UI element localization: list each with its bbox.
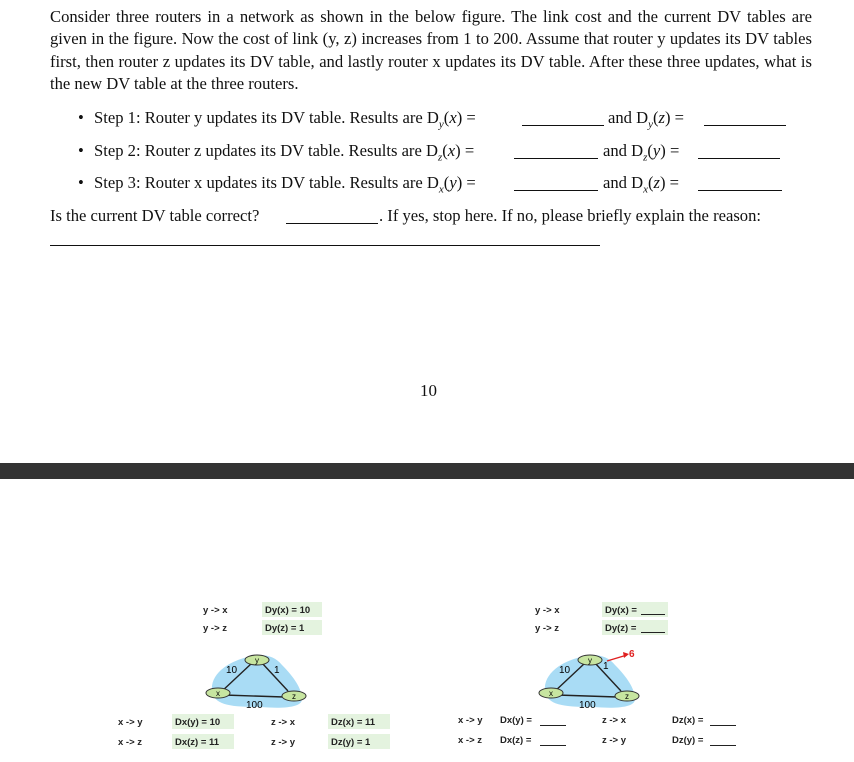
page-divider <box>0 463 854 479</box>
new-cost-label: 6 <box>629 649 635 660</box>
right-x-blank-2[interactable] <box>540 745 566 746</box>
cost-xy-label: 10 <box>559 665 571 676</box>
left-x-row-1: x -> y <box>118 717 143 728</box>
right-z-val-1: Dz(x) = <box>672 715 704 726</box>
left-y-val-1: Dy(x) = 10 <box>265 605 311 616</box>
right-z-row-1: z -> x <box>602 715 627 726</box>
right-x-row-1: x -> y <box>458 715 483 726</box>
left-z-val-1: Dz(x) = 11 <box>331 717 376 728</box>
left-x-row-2: x -> z <box>118 737 143 748</box>
left-y-row-1: y -> x <box>203 605 228 616</box>
bullet: • <box>78 108 84 127</box>
cost-yz-label: 1 <box>274 665 280 676</box>
step-2-label: Step 2: Router z updates its DV table. Results are D <box>94 141 438 160</box>
right-y-row-1: y -> x <box>535 605 560 616</box>
step-2-blank-1[interactable] <box>514 158 598 159</box>
step-1-blank-2[interactable] <box>704 125 786 126</box>
bullet: • <box>78 141 84 160</box>
node-x-label: x <box>216 689 220 698</box>
step-3-label: Step 3: Router x updates its DV table. Results are D <box>94 173 439 192</box>
document-page: Consider three routers in a network as shown in the below figure. The link cost and the current DV tables are given in the figure. Now the cost of link (y, z) increases from 1 to 200. Assume that router y updates its DV tables first, then router z updates its DV table, and lastly router x updates its DV table. After these three updates, what is the new DV table at the three routers. • Step 1: Router y updates its DV table. Results are $D_y(x)$ = and $D_y(z)$ = • Step 2: Router z updates its DV table. Results are $D_z(x)$ = and $D_z(y)$ = • Step 3: Router x updates its DV table. Results are $D_x(y)$ = and $D_x(z)$ = Is the current DV table correct? . If yes, stop here. If no, please briefly explain the reason: 10 <box>0 0 854 462</box>
step-1-blank-1[interactable] <box>522 125 604 126</box>
node-z-label: z <box>292 692 296 701</box>
cost-xz-label: 100 <box>246 700 263 711</box>
right-y-blank-1[interactable] <box>641 614 665 615</box>
left-y-row-2: y -> z <box>203 623 228 634</box>
cost-xz-label: 100 <box>579 700 596 711</box>
step-1-second: and $D_y(z)$ = <box>608 108 685 131</box>
right-z-blank-1[interactable] <box>710 725 736 726</box>
step-2-second: and $D_z(y)$ = <box>603 141 680 164</box>
node-y-label: y <box>588 656 592 665</box>
question-explain-text: . If yes, stop here. If no, please briefly explain the reason: <box>379 206 761 225</box>
step-3-blank-1[interactable] <box>514 190 598 191</box>
lecture-slide-figure <box>0 479 854 762</box>
question-correct-text: Is the current DV table correct? <box>50 206 260 225</box>
node-x-label: x <box>549 689 553 698</box>
right-y-val-2: Dy(z) = <box>605 623 637 634</box>
left-z-row-1: z -> x <box>271 717 296 728</box>
right-x-blank-1[interactable] <box>540 725 566 726</box>
left-z-val-2: Dz(y) = 1 <box>331 737 371 748</box>
left-z-row-2: z -> y <box>271 737 296 748</box>
step-2-blank-2[interactable] <box>698 158 780 159</box>
right-x-val-1: Dx(y) = <box>500 715 532 726</box>
question-paragraph: Consider three routers in a network as shown in the below figure. The link cost and the current DV tables are given in the figure. Now the cost of link (y, z) increases from 1 to 200. Assume that router y updates its DV tables first, then router z updates its DV table, and lastly router x updates its DV table. After these three updates, what is the new DV table at the three routers. <box>50 7 812 93</box>
node-y-label: y <box>255 656 259 665</box>
page-number: 10 <box>420 381 437 400</box>
step-3-second: and $D_x(z)$ = <box>603 173 680 196</box>
correct-answer-blank[interactable] <box>286 223 378 224</box>
right-network-diagram <box>523 645 663 711</box>
left-x-val-2: Dx(z) = 11 <box>175 737 220 748</box>
right-y-row-2: y -> z <box>535 623 560 634</box>
cost-xy-label: 10 <box>226 665 238 676</box>
right-x-row-2: x -> z <box>458 735 483 746</box>
right-z-blank-2[interactable] <box>710 745 736 746</box>
cost-yz-label: 1 <box>603 661 609 672</box>
right-z-val-2: Dz(y) = <box>672 735 704 746</box>
bullet: • <box>78 173 84 192</box>
step-3-blank-2[interactable] <box>698 190 782 191</box>
explanation-blank[interactable] <box>50 245 600 246</box>
right-x-val-2: Dx(z) = <box>500 735 532 746</box>
node-z-label: z <box>625 692 629 701</box>
step-1-label: Step 1: Router y updates its DV table. Results are D <box>94 108 439 127</box>
right-y-val-1: Dy(x) = <box>605 605 637 616</box>
right-z-row-2: z -> y <box>602 735 627 746</box>
left-y-val-2: Dy(z) = 1 <box>265 623 305 634</box>
left-network-diagram <box>190 647 330 711</box>
left-x-val-1: Dx(y) = 10 <box>175 717 221 728</box>
right-y-blank-2[interactable] <box>641 632 665 633</box>
